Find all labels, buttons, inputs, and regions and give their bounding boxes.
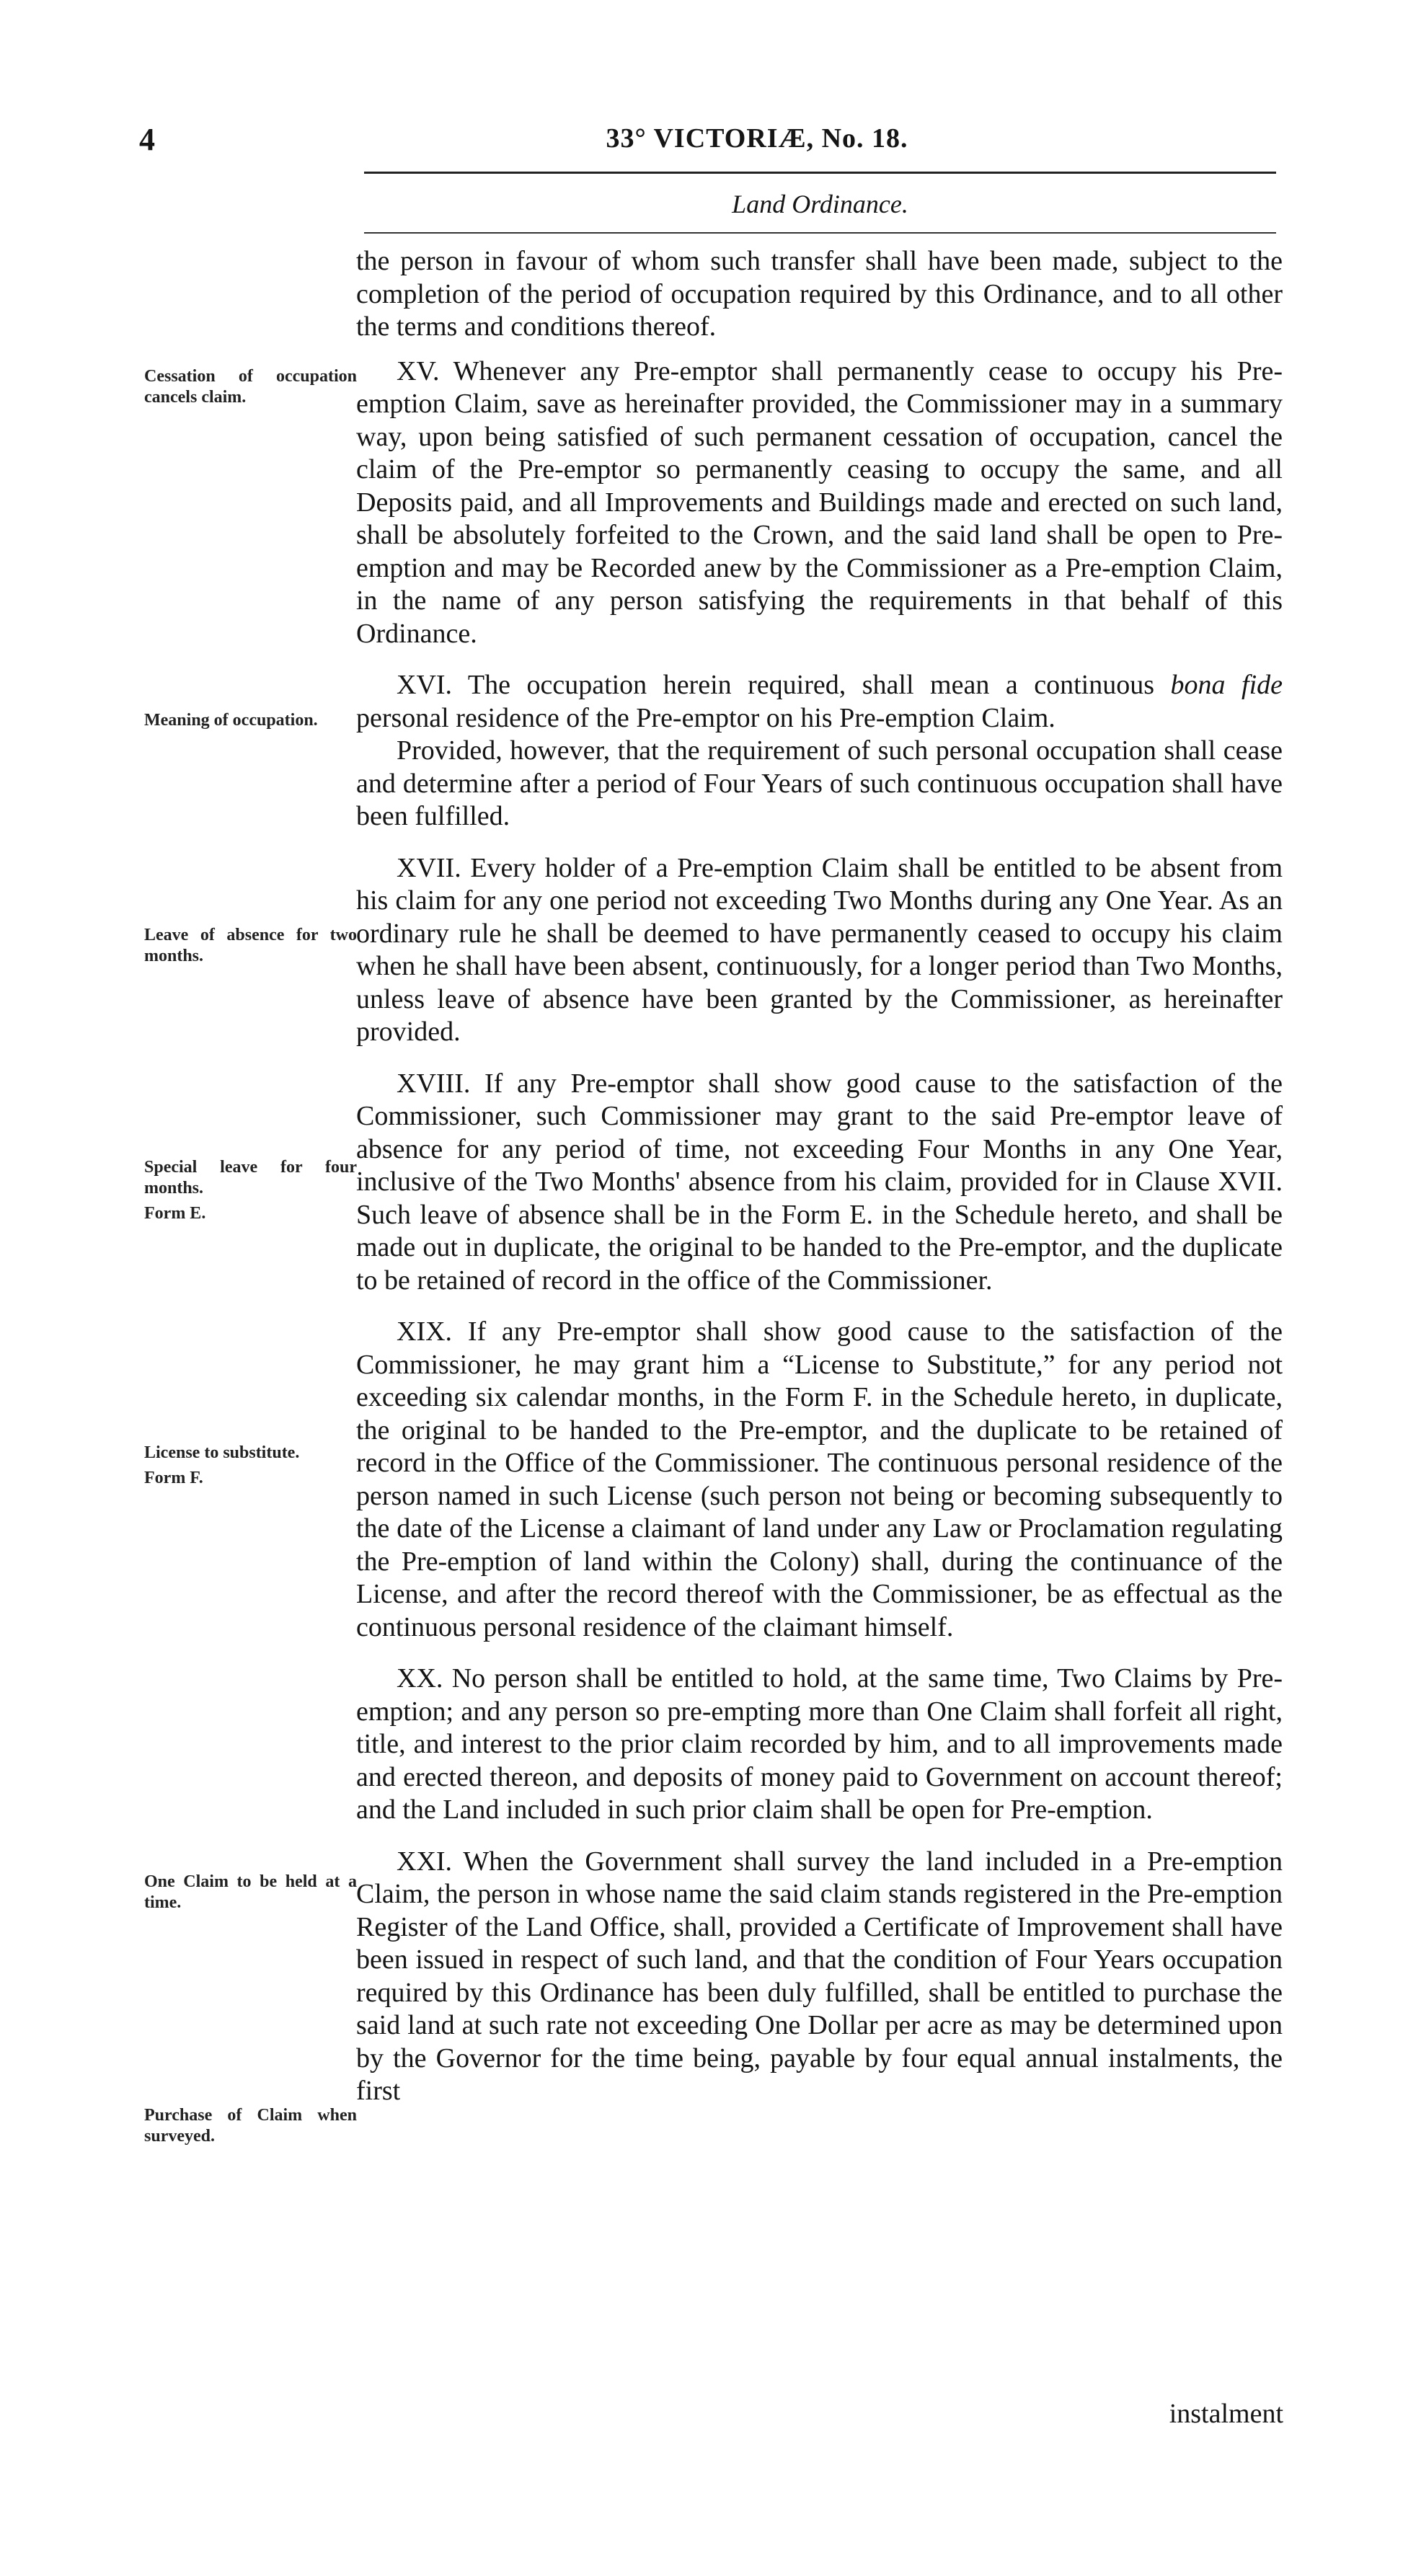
clause-xvi-proviso: Provided, however, that the requirement of such personal occupation shall cease and determine after a period of Four Years of such continuous occupation shall have been fulfilled. <box>356 735 1283 831</box>
marginal-note-form-f: Form F. <box>144 1469 203 1487</box>
clause-text: Whenever any Pre-emptor shall permanently cease to occupy his Pre-emption Claim, save as hereinafter provided, the Commissioner may in a summary way, upon being satisfied of such permanent cessation of occupation, cancel the claim of the Pre-emptor so permanently ceasing to occupy the same, and all Deposits paid, and all Improvements and Buildings made and erected on such land, shall be absolutely forfeited to the Crown, and the said land shall be open to Pre-emption and may be Recorded anew by the Commissioner as a Pre-emption Claim, in the name of any person satisfying the requirements in that behalf of this Ordinance. <box>356 355 1283 649</box>
continuation-paragraph: the person in favour of whom such transfer shall have been made, subject to the completion of the period of occupation required by this Ordinance, and to all other the terms and conditions thereof. <box>356 246 1283 342</box>
clause-number: XVII. <box>397 852 461 883</box>
marginal-note-xix-text: License to substitute. <box>144 1443 300 1462</box>
clause-xvii <box>356 852 1283 1049</box>
section-title: Land Ordinance. <box>732 190 908 218</box>
header-rule <box>364 172 1276 174</box>
catchword: instalment <box>1169 2399 1283 2429</box>
clause-xv <box>356 355 1283 651</box>
clause-text: If any Pre-emptor shall show good cause to the satisfaction of the Commissioner, such Commissioner may grant to the said Pre-emptor leave of absence for any period of time, not exceeding Four Months in any One Year, inclusive of the Two Months' absence from his claim, provided for in Clause XVII. Such leave of absence shall be in the Form E. in the Schedule hereto, and shall be made out in duplicate, the original to be handed to the Pre-emptor, and the duplicate to be retained of record in the office of the Commissioner. <box>356 1068 1283 1296</box>
running-title: 33° VICTORIÆ, No. 18. <box>606 123 908 154</box>
clause-number: XX. <box>397 1663 443 1694</box>
ordinance-body <box>356 245 1283 2108</box>
clause-text: When the Government shall survey the land included in a Pre-emption Claim, the person in whose name the said claim stands registered in the Pre-emption Register of the Land Office, shall, provided a Certificate of Improvement shall have been issued in respect of such land, and that the condition of Four Years occupation required by this Ordinance has been duly fulfilled, shall be entitled to purchase the said land at such rate not exceeding One Dollar per acre as may be determined upon by the Governor for the time being, payable by four equal annual instalments, the first <box>356 1846 1283 2106</box>
section-rule <box>364 232 1276 234</box>
clause-xvi <box>356 669 1283 735</box>
marginal-note-xvi: Meaning of occupation. <box>144 711 318 730</box>
marginal-note-form-e: Form E. <box>144 1204 206 1223</box>
clause-xxi <box>356 1846 1283 2108</box>
clause-number: XVIII. <box>397 1068 471 1099</box>
clause-text: If any Pre-emptor shall show good cause to the satisfaction of the Commissioner, he may grant him a “License to Substitute,” for any period not exceeding six calendar months, in the Form F. in the Schedule hereto, in duplicate, the original to be handed to the Pre-emptor, and the duplicate to be retained of record in the Office of the Commissioner. The continuous personal residence of the person named in such License (such person not being or becoming subsequently to the date of the License a claimant of land under any Law or Proclamation regulating the Pre-emption of land within the Colony) shall, during the continuance of the License, and after the record thereof with the Commissioner, be as effectual as the continuous personal residence of the claimant himself. <box>356 1316 1283 1642</box>
marginal-note-xviii <box>144 1157 357 1224</box>
clause-xx <box>356 1663 1283 1827</box>
clause-text: Every holder of a Pre-emption Claim shall be entitled to be absent from his claim for any one period not exceeding Two Months during any One Year. As an ordinary rule he shall be deemed to have permanently ceased to occupy his claim when he shall have been absent, continuously, for a longer period than Two Months, unless leave of absence have been granted by the Commissioner, as hereinafter provided. <box>356 852 1283 1047</box>
marginal-note-xx: One Claim to be held at a time. <box>144 1872 357 1912</box>
marginal-note-xix <box>144 1443 357 1489</box>
clause-xviii <box>356 1068 1283 1298</box>
marginal-note-xviii-text: Special leave for four months. <box>144 1158 357 1198</box>
clause-number: XV. <box>397 355 440 386</box>
marginal-note-xv: Cessation of occupation cancels claim. <box>144 367 357 407</box>
clause-text: personal residence of the Pre-emptor on his Pre-emption Claim. <box>356 702 1055 733</box>
clause-number: XIX. <box>397 1316 453 1347</box>
page-number: 4 <box>139 122 155 157</box>
clause-number: XVI. <box>397 670 453 700</box>
marginal-note-xvii: Leave of absence for two months. <box>144 926 357 965</box>
clause-text: The occupation herein required, shall mean a continuous <box>467 670 1154 700</box>
clause-xix <box>356 1316 1283 1644</box>
marginal-note-xxi: Purchase of Claim when surveyed. <box>144 2106 357 2146</box>
clause-text: No person shall be entitled to hold, at the same time, Two Claims by Pre-emption; and any person so pre-empting more than One Claim shall forfeit all right, title, and interest to the prior claim recorded by him, and to all improvements made and erected thereon, and deposits of money paid to Government on account thereof; and the Land included in such prior claim shall be open for Pre-emption. <box>356 1663 1283 1825</box>
clause-number: XXI. <box>397 1846 453 1877</box>
clause-italic-text: bona fide <box>1170 670 1283 700</box>
